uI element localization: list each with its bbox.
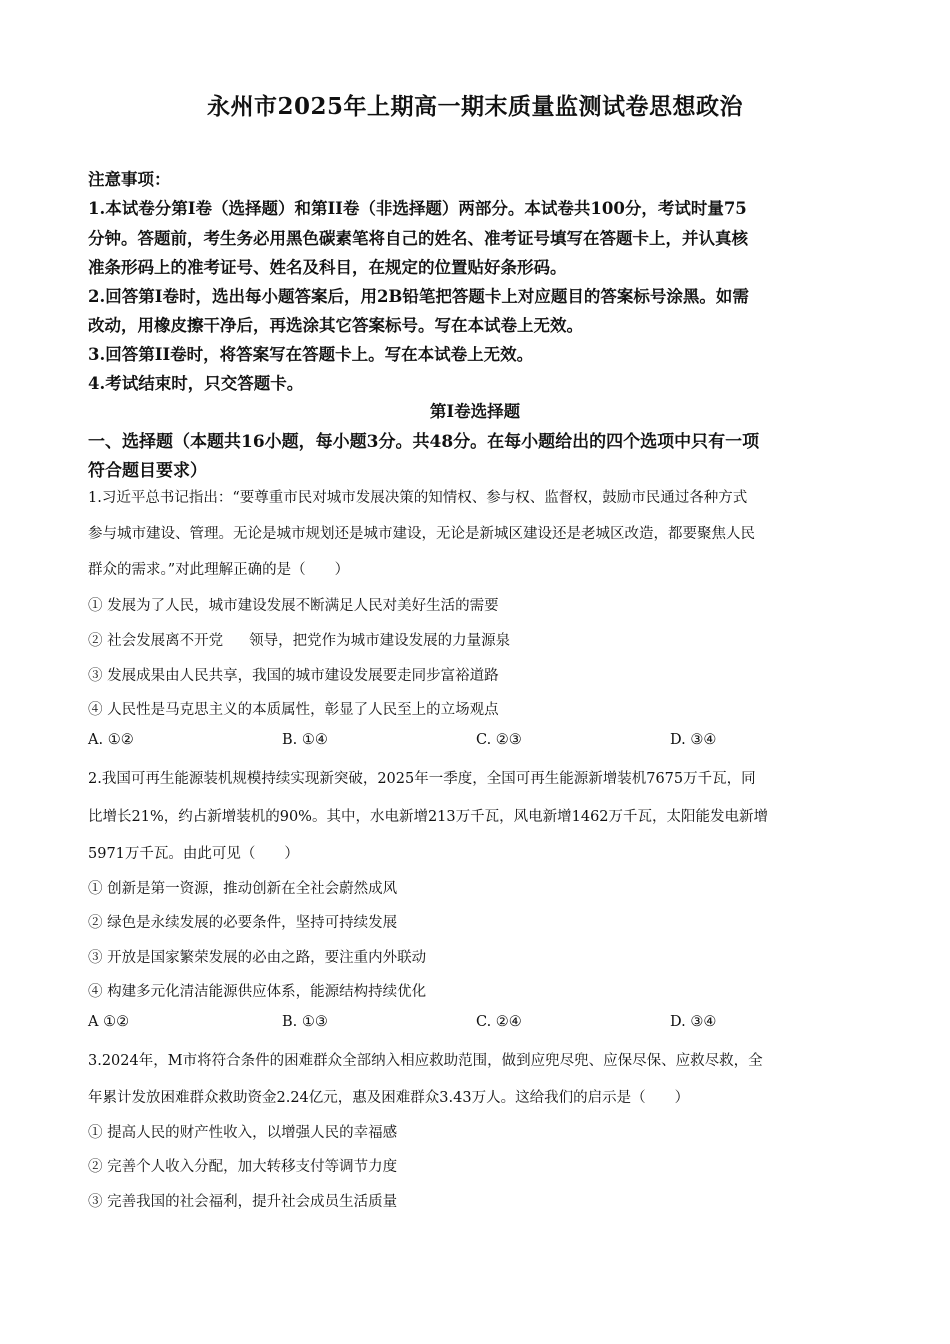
question-stem: 群众的需求。”对此理解正确的是（ ） bbox=[88, 562, 350, 578]
question-stem: 参与城市建设、管理。无论是城市规划还是城市建设，无论是新城区建设还是老城区改造，都要聚焦人民 bbox=[88, 526, 755, 542]
question-item: ④ 人民性是马克思主义的本质属性，彰显了人民至上的立场观点 bbox=[88, 702, 499, 718]
question-stem: 3.2024年，M市将符合条件的困难群众全部纳入相应救助范围，做到应兜尽兜、应保尽保、应救尽救，全 bbox=[88, 1053, 763, 1069]
notice-line: 分钟。答题前，考生务必用黑色碳素笔将自己的姓名、准考证号填写在答题卡上，并认真核 bbox=[88, 229, 748, 248]
notice-heading: 注意事项： bbox=[88, 170, 171, 189]
part-title: 第Ⅰ卷选择题 bbox=[429, 402, 521, 421]
option-b: B. ①④ bbox=[282, 732, 328, 748]
question-item bbox=[88, 629, 510, 650]
question-item: ③ 开放是国家繁荣发展的必由之路，要注重内外联动 bbox=[88, 950, 427, 966]
question-item: ① 提高人民的财产性收入，以增强人民的幸福感 bbox=[88, 1125, 398, 1141]
item-part: ② 社会发展离不开党 bbox=[88, 633, 224, 649]
notice-line: 4.考试结束时，只交答题卡。 bbox=[88, 374, 304, 393]
section-heading: 一、选择题（本题共16小题，每小题3分。共48分。在每小题给出的四个选项中只有一项 bbox=[88, 432, 760, 452]
question-item: ① 创新是第一资源，推动创新在全社会蔚然成风 bbox=[88, 881, 398, 897]
option-c: C. ②③ bbox=[476, 732, 522, 748]
question-item: ① 发展为了人民，城市建设发展不断满足人民对美好生活的需要 bbox=[88, 598, 499, 614]
question-item: ② 完善个人收入分配，加大转移支付等调节力度 bbox=[88, 1159, 398, 1175]
option-d: D. ③④ bbox=[670, 732, 717, 748]
notice-line: 3.回答第II卷时，将答案写在答题卡上。写在本试卷上无效。 bbox=[88, 345, 534, 364]
exam-title: 永州市2025年上期高一期末质量监测试卷思想政治 bbox=[206, 93, 743, 120]
notice-line: 准条形码上的准考证号、姓名及科目，在规定的位置贴好条形码。 bbox=[88, 258, 567, 277]
question-stem: 2.我国可再生能源装机规模持续实现新突破，2025年一季度，全国可再生能源新增装机7675万千瓦，同 bbox=[88, 771, 756, 787]
option-a: A ①② bbox=[88, 1014, 130, 1030]
option-d: D. ③④ bbox=[670, 1014, 717, 1030]
notice-line: 1.本试卷分第Ⅰ卷（选择题）和第II卷（非选择题）两部分。本试卷共100分，考试时量75 bbox=[88, 199, 747, 218]
question-item: ② 绿色是永续发展的必要条件，坚持可持续发展 bbox=[88, 915, 398, 931]
question-item: ④ 构建多元化清洁能源供应体系，能源结构持续优化 bbox=[88, 984, 427, 1000]
question-stem: 年累计发放困难群众救助资金2.24亿元，惠及困难群众3.43万人。这给我们的启示是（ ） bbox=[88, 1090, 690, 1106]
section-heading: 符合题目要求） bbox=[88, 461, 207, 481]
item-part: 领导，把党作为城市建设发展的力量源泉 bbox=[249, 633, 511, 649]
question-stem: 1.习近平总书记指出：“要尊重市民对城市发展决策的知情权、参与权、监督权，鼓励市民通过各种方式 bbox=[88, 490, 748, 506]
option-c: C. ②④ bbox=[476, 1014, 522, 1030]
question-stem: 5971万千瓦。由此可见（ ） bbox=[88, 846, 299, 862]
question-item: ③ 完善我国的社会福利，提升社会成员生活质量 bbox=[88, 1194, 398, 1210]
notice-line: 2.回答第Ⅰ卷时，选出每小题答案后，用2B铅笔把答题卡上对应题目的答案标号涂黑。如需 bbox=[88, 287, 749, 306]
option-b: B. ①③ bbox=[282, 1014, 328, 1030]
question-item: ③ 发展成果由人民共享，我国的城市建设发展要走同步富裕道路 bbox=[88, 668, 499, 684]
question-stem: 比增长21%，约占新增装机的90%。其中，水电新增213万千瓦，风电新增1462万千瓦，太阳能发电新增 bbox=[88, 809, 769, 825]
option-a: A. ①② bbox=[88, 732, 134, 748]
notice-line: 改动，用橡皮擦干净后，再选涂其它答案标号。写在本试卷上无效。 bbox=[88, 316, 583, 335]
